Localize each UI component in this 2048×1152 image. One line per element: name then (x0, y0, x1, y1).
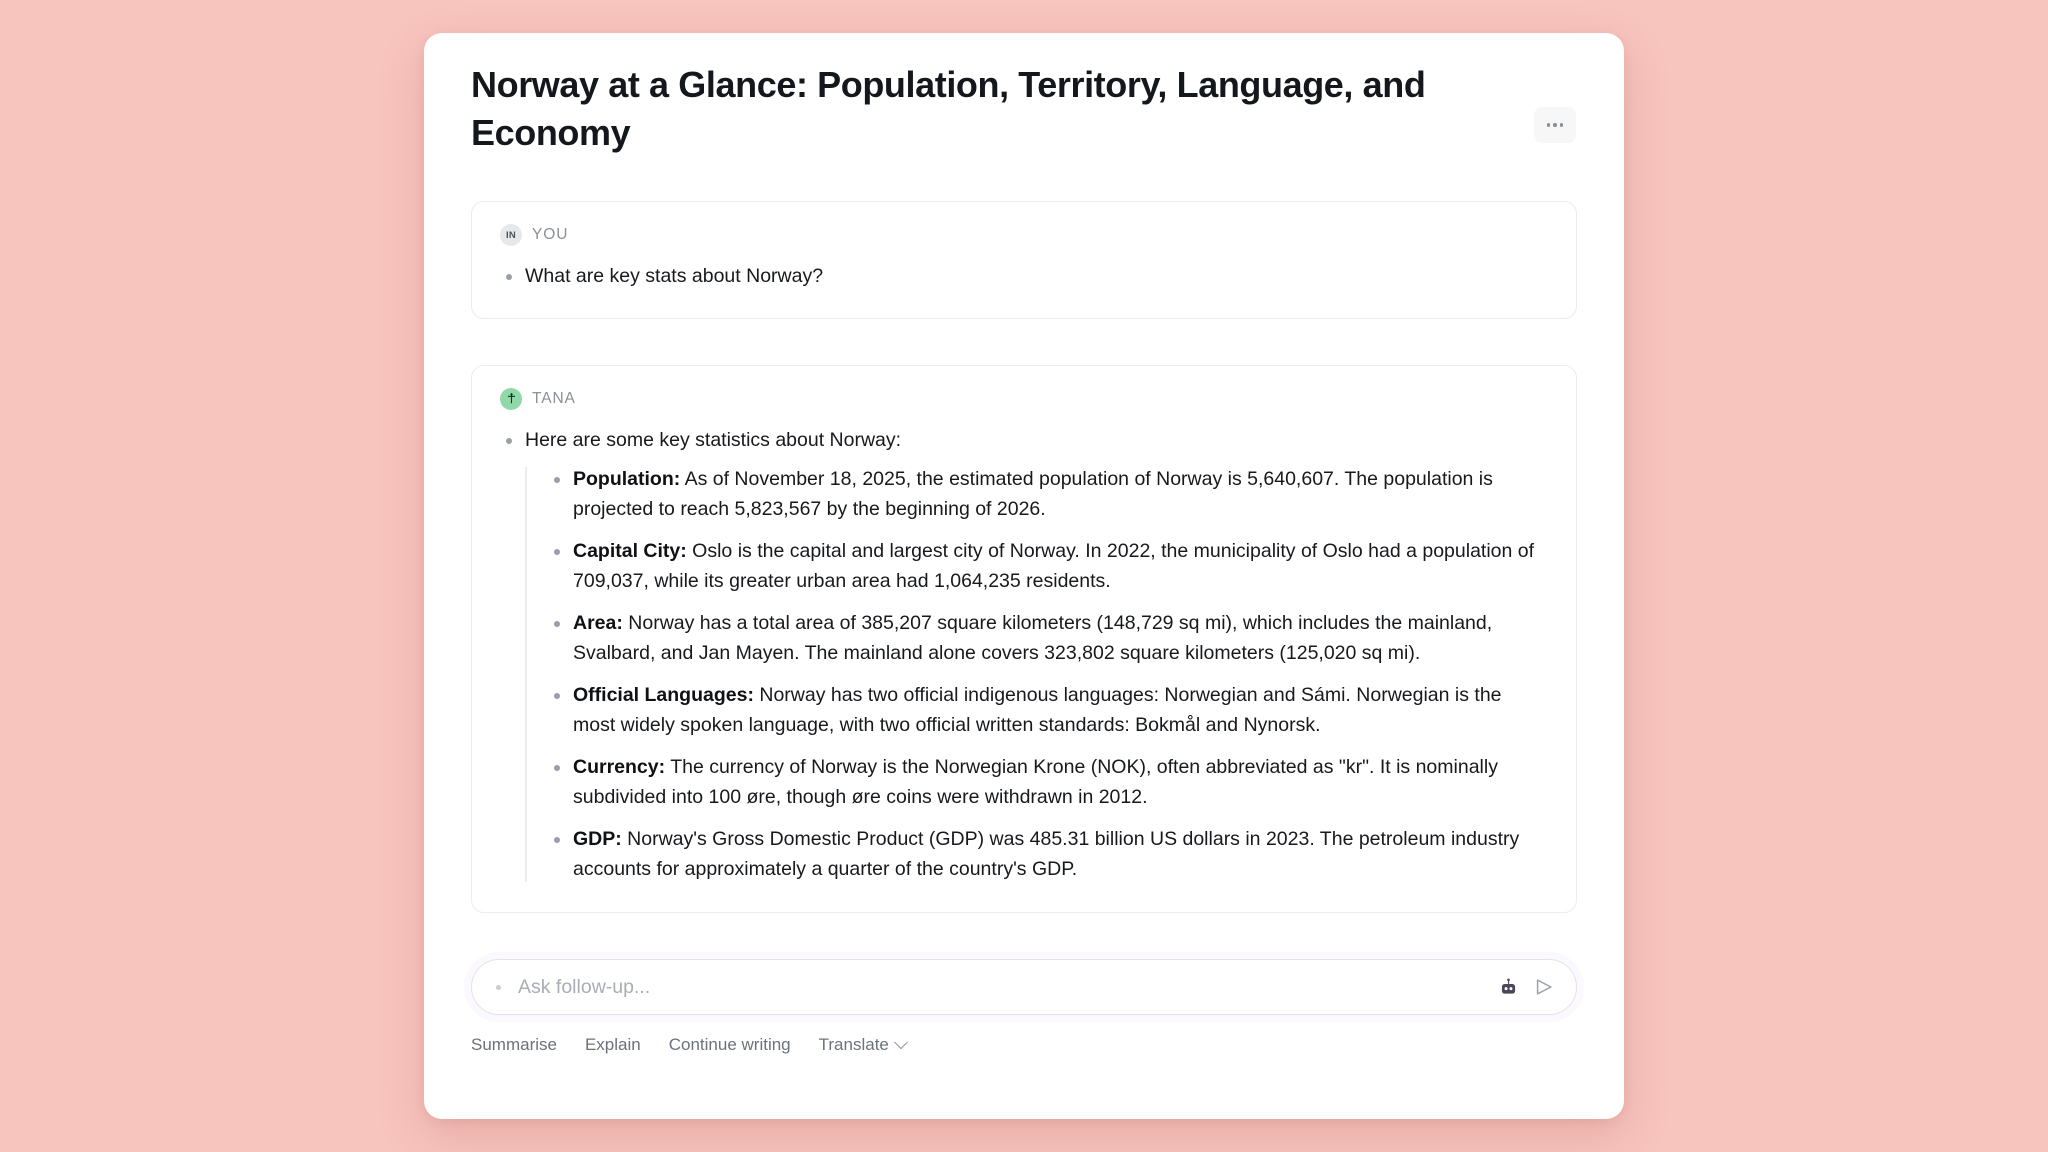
stat-term: Currency: (573, 756, 666, 778)
stat-term: Capital City: (573, 540, 687, 562)
quick-actions-bar (471, 1035, 1577, 1055)
chevron-down-icon (894, 1035, 908, 1049)
stat-text: As of November 18, 2025, the estimated population of Norway is 5,640,607. The population is projected to reach 5,823,567 by the beginning of 2026. (573, 468, 1493, 520)
list-item[interactable] (546, 465, 1548, 524)
action-explain[interactable] (585, 1035, 641, 1055)
stat-term: Population: (573, 468, 681, 490)
assistant-message-header (500, 388, 1548, 410)
action-label: Summarise (471, 1035, 557, 1054)
stat-text: Oslo is the capital and largest city of Norway. In 2022, the municipality of Oslo had a population of 709,037, while its greater urban area had 1,064,235 residents. (573, 540, 1535, 592)
list-item[interactable] (546, 753, 1548, 812)
list-item[interactable] (500, 426, 1548, 885)
action-summarise[interactable] (471, 1035, 557, 1055)
send-icon[interactable] (1526, 969, 1562, 1005)
user-message-header (500, 224, 1548, 246)
action-label: Continue writing (668, 1035, 791, 1054)
action-label: Explain (584, 1035, 641, 1054)
list-item[interactable] (546, 825, 1548, 884)
stat-term: Official Languages: (573, 684, 754, 706)
assistant-author-label: TANA (532, 389, 576, 407)
stat-text: Norway has a total area of 385,207 square kilometers (148,729 sq mi), which includes the mainland, Svalbard, and Jan Mayen. The mainland alone covers 323,802 square kilometers (125,020 sq mi). (573, 612, 1493, 664)
list-item[interactable] (546, 537, 1548, 596)
more-options-button[interactable] (1534, 107, 1576, 143)
document-window (424, 33, 1624, 1119)
stat-term: Area: (573, 612, 623, 634)
action-translate[interactable] (819, 1035, 906, 1055)
follow-up-input[interactable]: Ask follow-up... (518, 975, 651, 998)
tana-logo-icon (505, 392, 518, 405)
list-item[interactable]: What are key stats about Norway? (500, 262, 1548, 292)
user-author-label: YOU (532, 226, 569, 243)
assistant-intro-text: Here are some key statistics about Norway: (525, 428, 902, 451)
user-message-card (471, 201, 1577, 319)
stat-text: Norway has two official indigenous languages: Norwegian and Sámi. Norwegian is the most widely spoken language, with two official written standards: Bokmål and Nynorsk. (573, 684, 1502, 736)
stat-text: Norway's Gross Domestic Product (GDP) was 485.31 billion US dollars in 2023. The petroleum industry accounts for approximately a quarter of the country's GDP. (573, 828, 1520, 880)
robot-icon[interactable] (1490, 969, 1526, 1005)
avatar-you: IN (500, 224, 522, 246)
stat-term: GDP: (573, 828, 622, 850)
action-continue-writing[interactable] (669, 1035, 791, 1055)
user-bullet-list (500, 262, 1548, 292)
avatar-tana (500, 388, 522, 410)
page-title: Norway at a Glance: Population, Territory, Language, and Economy (471, 64, 1426, 153)
nested-list-wrapper (525, 465, 1548, 884)
composer-bullet-icon (496, 985, 501, 990)
composer-wrapper (471, 959, 1577, 1015)
composer[interactable] (471, 959, 1577, 1015)
assistant-bullet-list (500, 426, 1548, 885)
more-horizontal-icon (1547, 123, 1564, 127)
list-item[interactable] (546, 681, 1548, 740)
stat-text: The currency of Norway is the Norwegian Krone (NOK), often abbreviated as "kr". It is nominally subdivided into 100 øre, though øre coins were withdrawn in 2012. (573, 756, 1498, 808)
assistant-stats-list (546, 465, 1548, 884)
assistant-message-card (471, 365, 1577, 914)
title-row (424, 33, 1624, 157)
list-item[interactable] (546, 609, 1548, 668)
action-label: Translate (818, 1035, 889, 1054)
